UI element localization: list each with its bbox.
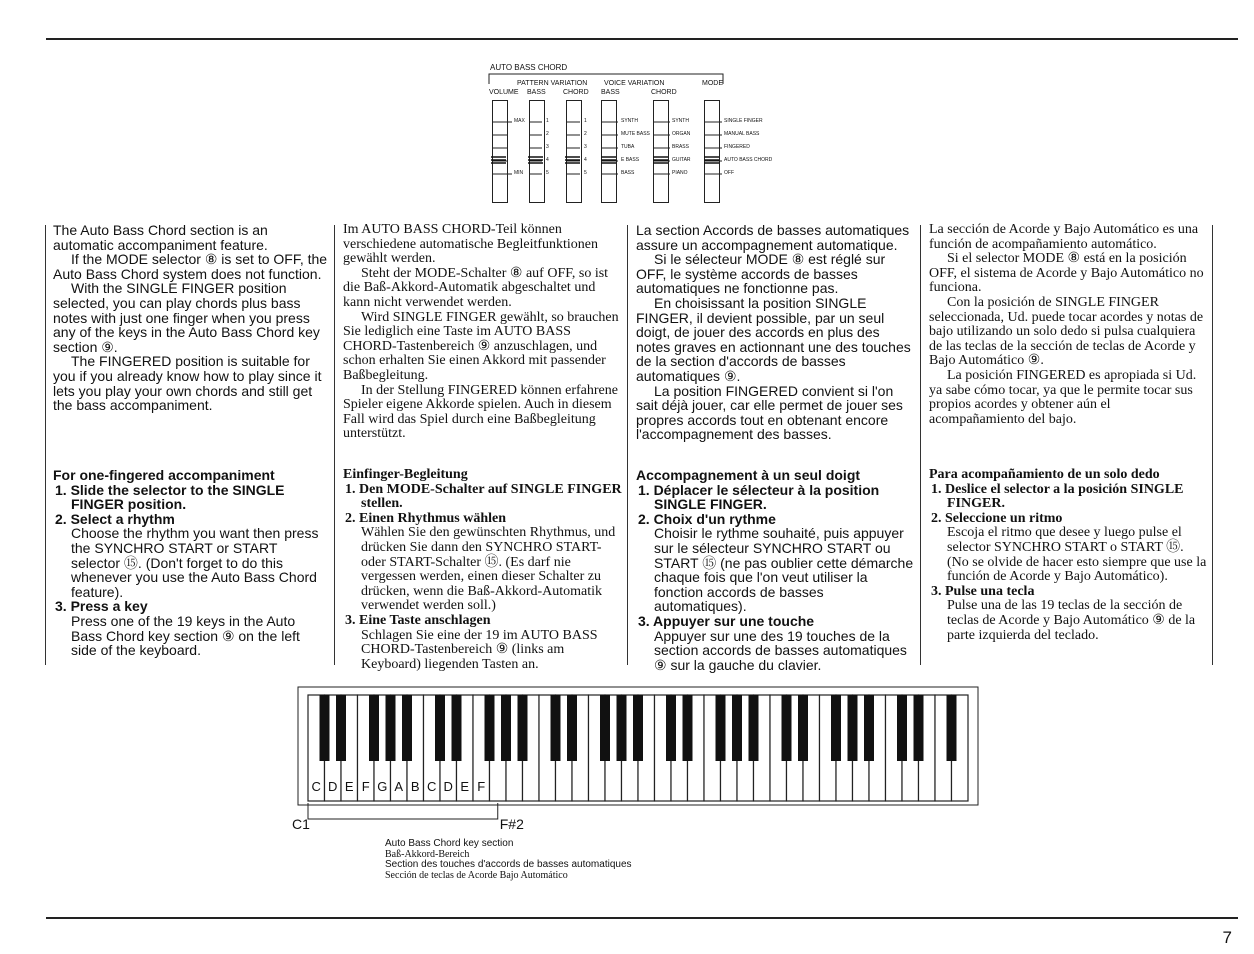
english-paragraph: If the MODE selector ⑧ is set to OFF, the Auto Bass Chord system does not function. [53, 251, 328, 282]
voice-bass-mute: MUTE BASS [621, 131, 650, 137]
spanish-heading: Para acompañamiento de un solo dedo [929, 467, 1160, 482]
keyboard-caption [385, 839, 632, 881]
french-step-body: Choisir le rythme souhaité, puis appuyer sur le sélecteur SYNCHRO START ou START ⑮ (ne pas oublier cette démarche chaque fois que l'on veut utiliser la fonction accords de basses automatiques). [654, 525, 914, 615]
german-paragraph: Im AUTO BASS CHORD-Teil können verschiedene automatische Begleitfunktionen gewählt werden. [343, 222, 599, 267]
label-voice-chord: CHORD [651, 89, 677, 96]
label-mode: MODE [702, 80, 723, 87]
pattern-bass-4: 4 [546, 157, 549, 163]
slider-ticks [480, 100, 740, 200]
black-key[interactable] [402, 695, 412, 761]
pattern-chord-2: 2 [584, 131, 587, 137]
french-heading: Accompagnement à un seul doigt [636, 467, 861, 483]
english-paragraph: The FINGERED position is suitable for you if you already know how to play since it lets you play your own chords and still get the bass accompaniment. [53, 353, 322, 414]
mode-off: OFF [724, 170, 734, 176]
note-label: F [361, 779, 370, 794]
spanish-step-body: Pulse una de las 19 teclas de la sección de teclas de Acorde y Bajo Automático ⑨ de la parte izquierda del teclado. [947, 598, 1196, 643]
black-key[interactable] [947, 695, 957, 761]
german-heading: Einfinger-Begleitung [343, 467, 468, 482]
voice-bass-tuba: TUBA [621, 144, 635, 150]
french-paragraph: Si le sélecteur MODE ⑧ est réglé sur OFF, le système accords de basses automatiques ne fonctionne pas. [636, 251, 886, 297]
black-key[interactable] [551, 695, 561, 761]
english-step-body: Choose the rhythm you want then press the SYNCHRO START or START selector ⑮. (Don't forget to do this whenever you use the Auto Bass Chord feature). [71, 525, 319, 600]
voice-chord-piano: PIANO [672, 170, 688, 176]
black-key[interactable] [666, 695, 676, 761]
voice-chord-brass: BRASS [672, 144, 689, 150]
label-voice-bass: BASS [601, 89, 620, 96]
black-key[interactable] [600, 695, 610, 761]
black-key[interactable] [369, 695, 379, 761]
black-key[interactable] [749, 695, 759, 761]
black-key[interactable] [320, 695, 330, 761]
french-step-body: Appuyer sur une des 19 touches de la section accords de basses automatiques ⑨ sur la gauche du clavier. [654, 627, 907, 673]
note-label: C [311, 779, 321, 794]
german-paragraph: Steht der MODE-Schalter ⑧ auf OFF, so ist die Baß-Akkord-Automatik abgeschaltet und kann nicht verwendet werden. [343, 265, 609, 310]
mode-fingered: FINGERED [724, 144, 750, 150]
voice-bass-bass: BASS [621, 170, 635, 176]
french-step: 1. Déplacer le sélecteur à la position SINGLE FINGER. [638, 481, 880, 513]
keyboard-diagram [280, 685, 980, 830]
note-label: G [377, 779, 388, 794]
volume-max: MAX [514, 118, 525, 124]
note-label: A [394, 779, 404, 794]
bottom-rule [46, 917, 1238, 919]
german-step-body: Schlagen Sie eine der 19 im AUTO BASS CHORD-Tastenbereich ⑨ (links am Keyboard) liegenden Tasten an. [361, 627, 598, 672]
panel-title: AUTO BASS CHORD [490, 63, 568, 72]
spanish-paragraph: Con la posición de SINGLE FINGER seleccionada, Ud. puede tocar acordes y notas de bajo utilizando un solo dedo si pulsa cualquiera de las teclas de la sección de teclas de Acorde y Bajo Automático ⑨. [929, 294, 1204, 369]
pattern-bass-5: 5 [546, 170, 549, 176]
german-intro [343, 223, 623, 442]
caption-german: Baß-Akkord-Bereich [385, 848, 470, 860]
english-step: 1. Slide the selector to the SINGLE FINGER position. [55, 481, 285, 513]
spanish-paragraph: Si el selector MODE ⑧ está en la posición OFF, el sistema de Acorde y Bajo Automático no funciona. [929, 251, 1204, 296]
french-step: 3. Appuyer sur une touche [638, 612, 815, 629]
english-heading: For one-fingered accompaniment [53, 467, 275, 483]
page-number: 7 [1222, 928, 1232, 947]
pattern-bass-3: 3 [546, 144, 549, 150]
mode-single-finger: SINGLE FINGER [724, 118, 763, 124]
french-paragraph: La section Accords de basses automatiques assure un accompagnement automatique. [636, 222, 910, 253]
black-key[interactable] [452, 695, 462, 761]
label-volume: VOLUME [489, 89, 519, 96]
german-paragraph: In der Stellung FINGERED können erfahrene Spieler eigene Akkorde spielen. Auch in diesem Fall wird das Spiel durch eine Baßbegleitung unterstützt. [343, 382, 618, 442]
english-step: 3. Press a key [55, 598, 148, 615]
german-instructions [343, 468, 623, 672]
pattern-chord-5: 5 [584, 170, 587, 176]
column-divider [1212, 225, 1213, 665]
mode-auto-bass-chord: AUTO BASS CHORD [724, 157, 773, 163]
column-divider [334, 225, 335, 665]
pattern-chord-3: 3 [584, 144, 587, 150]
black-key[interactable] [914, 695, 924, 761]
label-pattern-bass: BASS [527, 89, 546, 96]
english-step-body: Press one of the 19 keys in the Auto Bass Chord key section ⑨ on the left side of the keyboard. [71, 612, 300, 659]
column-divider [920, 225, 921, 665]
black-key[interactable] [683, 695, 693, 761]
german-step: 3. Eine Taste anschlagen [345, 612, 491, 628]
note-label: E [460, 779, 470, 794]
range-end-label: F#2 [499, 816, 524, 830]
caption-spanish: Sección de teclas de Acorde Bajo Automático [385, 869, 568, 881]
french-step: 2. Choix d'un rythme [638, 510, 776, 527]
mode-manual-bass: MANUAL BASS [724, 131, 760, 137]
voice-chord-organ: ORGAN [672, 131, 691, 137]
black-key[interactable] [386, 695, 396, 761]
column-divider [45, 225, 46, 665]
black-key[interactable] [435, 695, 445, 761]
note-label: E [344, 779, 354, 794]
voice-chord-synth: SYNTH [672, 118, 689, 124]
french-intro [636, 223, 914, 442]
black-key[interactable] [782, 695, 792, 761]
black-key[interactable] [897, 695, 907, 761]
black-key[interactable] [848, 695, 858, 761]
spanish-instructions [929, 468, 1207, 643]
black-key[interactable] [485, 695, 495, 761]
spanish-step: 3. Pulse una tecla [931, 583, 1035, 599]
volume-min: MIN [514, 170, 524, 176]
black-key[interactable] [864, 695, 874, 761]
german-paragraph: Wird SINGLE FINGER gewählt, so brauchen Sie lediglich eine Taste im AUTO BASS CHORD-Tastenbereich ⑨ anzuschlagen, und schon erhalten Sie einen Akkord mit passender Baßbegleitung. [343, 309, 619, 383]
black-key[interactable] [567, 695, 577, 761]
top-rule [46, 38, 1238, 40]
spanish-step: 2. Seleccione un ritmo [931, 510, 1063, 526]
note-label: D [443, 779, 453, 794]
caption-french: Section des touches d'accords de basses automatiques [385, 859, 632, 870]
black-key[interactable] [518, 695, 528, 761]
column-divider [627, 225, 628, 665]
french-paragraph: En choisissant la position SINGLE FINGER, il devient possible, par un seul doigt, de jouer des accords en plus des notes graves en actionnant une des touches de la section d'accords de basses automatiques ⑨. [636, 294, 911, 384]
voice-bass-synth: SYNTH [621, 118, 638, 124]
pattern-bass-1: 1 [546, 118, 549, 124]
german-step: 2. Einen Rhythmus wählen [345, 510, 507, 526]
black-key[interactable] [798, 695, 808, 761]
pattern-chord-4: 4 [584, 157, 587, 163]
note-label: F [477, 779, 486, 794]
black-key[interactable] [633, 695, 643, 761]
label-pattern-variation: PATTERN VARIATION [517, 80, 588, 87]
german-step-body: Wählen Sie den gewünschten Rhythmus, und drücken Sie dann den SYNCHRO START- oder START-Schalter ⑮. (Es darf nie vergessen werden, einen dieser Schalter zu drücken, wenn die Baß-Akkord-Automatik verwendet werden soll.) [361, 525, 616, 614]
pattern-bass-2: 2 [546, 131, 549, 137]
voice-chord-guitar: GUITAR [672, 157, 691, 163]
note-label: B [410, 779, 420, 794]
spanish-step-body: Escoja el ritmo que desee y luego pulse el selector SYNCHRO START o START ⑮. (No se olvide de hacer esto siempre que use la función de Acorde y Bajo Automático). [947, 525, 1207, 585]
black-key[interactable] [617, 695, 627, 761]
voice-bass-ebass: E BASS [621, 157, 640, 163]
spanish-paragraph: La posición FINGERED es apropiada si Ud. ya sabe cómo tocar, ya que le permite tocar sus propios acordes y obtener aún el acompañamiento del bajo. [929, 367, 1197, 427]
label-pattern-chord: CHORD [563, 89, 589, 96]
black-key[interactable] [336, 695, 346, 761]
french-instructions [636, 468, 914, 672]
black-key[interactable] [716, 695, 726, 761]
english-instructions [53, 468, 329, 658]
english-paragraph: With the SINGLE FINGER position selected, you can play chords plus bass notes with just one finger when you press any of the keys in the Auto Bass Chord key section ⑨. [53, 280, 320, 355]
note-label: C [427, 779, 437, 794]
french-paragraph: La position FINGERED convient si l'on sait déjà jouer, car elle permet de jouer ses propres accords tout en obtenant encore l'accompagnement des basses. [636, 382, 903, 443]
english-intro [53, 223, 329, 413]
spanish-intro [929, 223, 1207, 427]
english-paragraph: The Auto Bass Chord section is an automatic accompaniment feature. [53, 222, 268, 253]
black-key[interactable] [732, 695, 742, 761]
german-step: 1. Den MODE-Schalter auf SINGLE FINGER stellen. [345, 481, 622, 512]
pattern-chord-1: 1 [584, 118, 587, 124]
caption-english: Auto Bass Chord key section [385, 838, 514, 849]
black-key[interactable] [501, 695, 511, 761]
note-label: D [328, 779, 338, 794]
spanish-paragraph: La sección de Acorde y Bajo Automático es una función de acompañamiento automático. [929, 222, 1199, 252]
spanish-step: 1. Deslice el selector a la posición SINGLE FINGER. [931, 481, 1184, 512]
label-voice-variation: VOICE VARIATION [604, 80, 665, 87]
english-step: 2. Select a rhythm [55, 510, 175, 527]
range-start-label: C1 [292, 816, 310, 830]
black-key[interactable] [831, 695, 841, 761]
